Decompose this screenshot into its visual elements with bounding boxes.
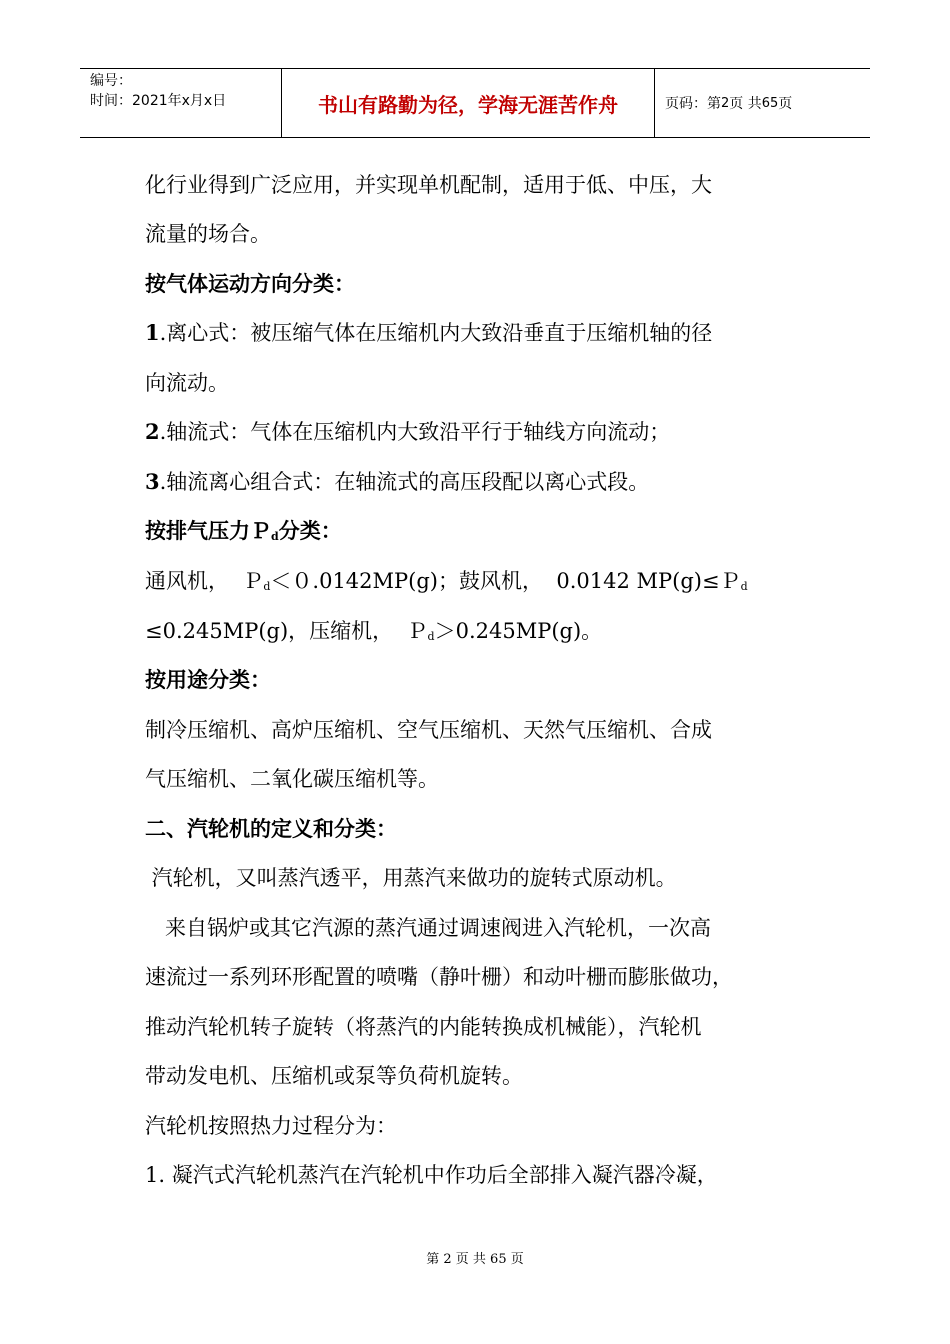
header-page-end: 页 <box>778 96 793 112</box>
section-heading-usage: 按用途分类： <box>145 667 271 692</box>
page-footer: 第 2 页 共 65 页 <box>426 1252 524 1267</box>
paragraph-line: 带动发电机、压缩机或泵等负荷机旋转。 <box>145 1064 523 1088</box>
paragraph-line: 气压缩机、二氧化碳压缩机等。 <box>145 767 439 791</box>
list-item-combined: 3.轴流离心组合式：在轴流式的高压段配以离心式段。 <box>145 469 650 494</box>
header-page-label: 页码：第 <box>665 96 721 112</box>
paragraph-line: 1. 凝汽式汽轮机蒸汽在汽轮机中作功后全部排入凝汽器冷凝， <box>145 1163 718 1187</box>
paragraph-line: 化行业得到广泛应用，并实现单机配制，适用于低、中压，大 <box>145 173 712 197</box>
section-heading-direction: 按气体运动方向分类： <box>145 271 355 296</box>
header-table <box>80 68 870 138</box>
paragraph-line: 汽轮机按照热力过程分为： <box>145 1114 397 1138</box>
section-heading-turbine: 二、汽轮机的定义和分类： <box>145 816 397 841</box>
paragraph-line: 流量的场合。 <box>145 222 271 246</box>
paragraph-line: 速流过一系列环形配置的喷嘴（静叶栅）和动叶栅而膨胀做功， <box>145 965 733 989</box>
header-motto: 书山有路勤为径，学海无涯苦作舟 <box>281 69 655 137</box>
header-page-total: 65 <box>761 95 779 111</box>
header-page-current: 2 <box>721 95 730 111</box>
header-meta <box>80 69 281 137</box>
paragraph-line: 制冷压缩机、高炉压缩机、空气压缩机、天然气压缩机、合成 <box>145 718 712 742</box>
section-heading-pressure: 按排气压力Ｐd分类： <box>145 518 342 543</box>
pressure-line-2: ≤0.245MP(g)，压缩机， Ｐd＞0.245MP(g)。 <box>145 619 603 643</box>
paragraph-line: 推动汽轮机转子旋转（将蒸汽的内能转换成机械能），汽轮机 <box>145 1015 702 1039</box>
header-number-label: 编号： <box>90 73 132 89</box>
paragraph-line: 来自锅炉或其它汽源的蒸汽通过调速阀进入汽轮机，一次高 <box>145 916 712 940</box>
header-page-info <box>655 69 870 137</box>
pressure-line-1: 通风机， Ｐd＜０.0142MP(g)；鼓风机， 0.0142 MP(g)≤Ｐd <box>145 569 748 593</box>
list-item-centrifugal: 1.离心式：被压缩气体在压缩机内大致沿垂直于压缩机轴的径 <box>145 320 713 345</box>
header-time-label: 时间：2021年x月x日 <box>90 93 227 109</box>
header-page-mid: 页 共 <box>729 96 762 112</box>
list-item-continuation: 向流动。 <box>145 371 229 395</box>
paragraph-line: 汽轮机，又叫蒸汽透平，用蒸汽来做功的旋转式原动机。 <box>145 866 677 890</box>
list-item-axial: 2.轴流式：气体在压缩机内大致沿平行于轴线方向流动； <box>145 419 671 444</box>
